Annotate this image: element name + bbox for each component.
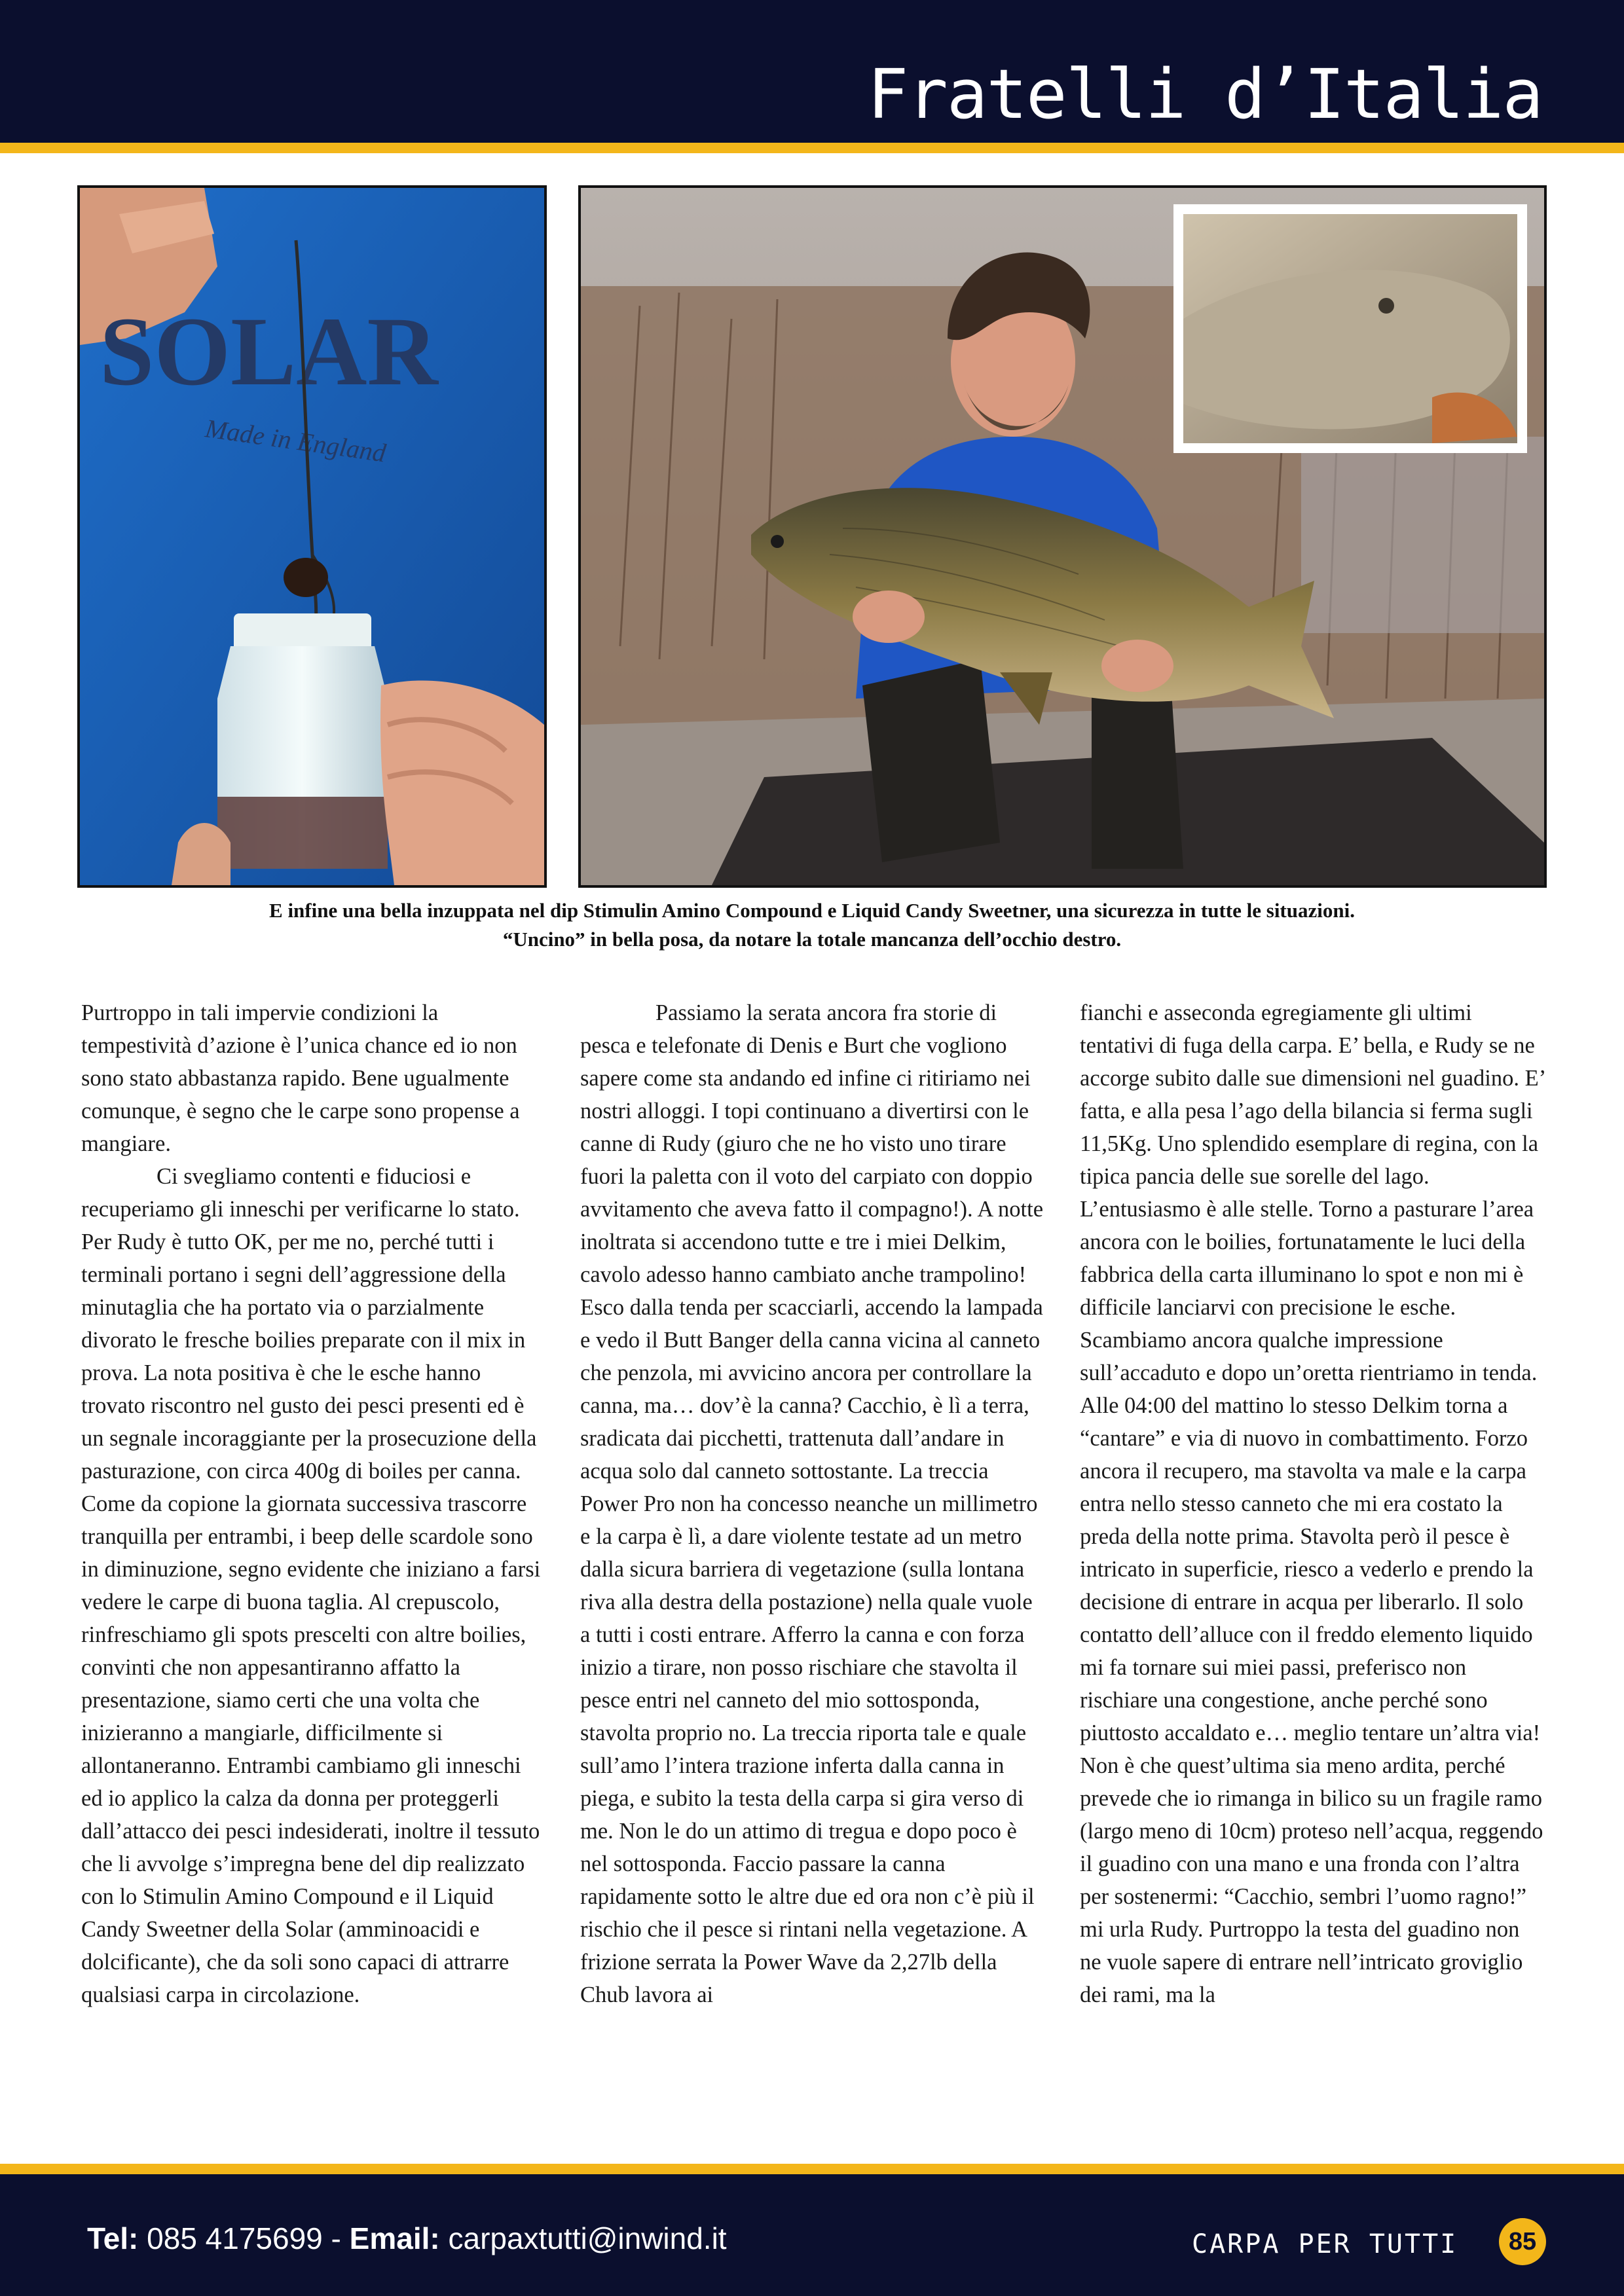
article-column-2 [580, 996, 1045, 2011]
shirt-logo-text: SOLAR [100, 297, 438, 406]
caption-line-1: E infine una bella inzuppata nel dip Stimulin Amino Compound e Liquid Candy Sweetner, una sicurezza in tutte le situazioni. [269, 899, 1355, 922]
tel-label: Tel: [87, 2221, 139, 2255]
footer-contact [87, 2220, 727, 2257]
magazine-name: CARPA PER TUTTI [1192, 2229, 1458, 2259]
photo-bait-dip-illustration [80, 188, 544, 885]
photo-angler-carp-illustration [581, 188, 1544, 885]
header-accent-stripe [0, 143, 1624, 153]
photo-bait-dip [77, 185, 547, 888]
tel-number: 085 4175699 - [138, 2221, 350, 2255]
photo-caption [77, 896, 1547, 954]
article-column-1 [81, 996, 546, 2011]
page-title: Fratelli d’Italia [867, 54, 1542, 134]
caption-line-2: “Uncino” in bella posa, da notare la totale mancanza dell’occhio destro. [502, 928, 1122, 951]
article-paragraph: Passiamo la serata ancora fra storie di pesca e telefonate di Denis e Burt che vogliono sapere come sta andando ed infine ci ritiriamo nei nostri alloggi. I topi continuano a divertirsi con le canne di Rudy (giuro che ne ho visto uno tirare fuori la paletta con il voto del carpiato con doppio avvitamento che aveva fatto il compagno!). A notte inoltrata si accendono tutte e tre i miei Delkim, cavolo adesso hanno cambiato anche trampolino! Esco dalla tenda per scacciarli, accendo la lampada e vedo il Butt Banger della canna vicina al canneto che penzola, mi avvicino ancora per controllare la canna, ma… dov’è la canna? Cacchio, è lì a terra, sradicata dai picchetti, trattenuta dall’andare in acqua solo dal canneto sottostante. La treccia Power Pro non ha concesso neanche un millimetro e la carpa è lì, a dare violente testate ad un metro dalla sicura barriera di vegetazione (sulla lontana riva alla destra della postazione) nella quale vuole a tutti i costi entrare. Afferro la canna e con forza inizio a tirare, non posso rischiare che stavolta il pesce entri nel canneto del mio sottosponda, stavolta proprio no. La treccia riporta tale e quale sull’amo l’intera trazione inferta dalla canna in piega, e subito la testa della carpa si gira verso di me. Non le do un attimo di tregua e dopo poco è nel sottosponda. Faccio passare la canna rapidamente sotto le altre due ed ora non c’è più il rischio che il pesce si rintani nella vegetazione. A frizione serrata la Power Wave da 2,27lb della Chub lavora ai [580, 1000, 1044, 2007]
email-address: carpaxtutti@inwind.it [439, 2221, 727, 2255]
article-paragraph: Ci svegliamo contenti e fiduciosi e recuperiamo gli inneschi per verificarne lo stato. Per Rudy è tutto OK, per me no, perché tutti i terminali portano i segni dell’aggressione della minutaglia che ha portato via o parzialmente divorato le fresche boilies preparate con il mix in prova. La nota positiva è che le esche hanno trovato riscontro nel gusto dei pesci presenti ed è un segnale incoraggiante per la prosecuzione della pasturazione, con circa 400g di boiles per canna. Come da copione la giornata successiva trascorre tranquilla per entrambi, i beep delle scardole sono in diminuzione, segno evidente che iniziano a farsi vedere le carpe di buona taglia. Al crepuscolo, rinfreschiamo gli spots prescelti con altre boilies, convinti che non appesantiranno affatto la presentazione, siamo certi che una volta che inizieranno a mangiarle, difficilmente si allontaneranno. Entrambi cambiamo gli inneschi ed io applico la calza da donna per proteggerli dall’attacco dei pesci indesiderati, inoltre il tessuto che li avvolge s’impregna bene del dip realizzato con lo Stimulin Amino Compound e il Liquid Candy Sweetner della Solar (amminoacidi e dolcificante), che da soli sono capaci di attrarre qualsiasi carpa in circolazione. [81, 1164, 541, 2007]
page-number-badge: 85 [1499, 2218, 1546, 2265]
article-paragraph: fianchi e asseconda egregiamente gli ultimi tentativi di fuga della carpa. E’ bella, e Rudy se ne accorge subito dalle sue dimensioni nel guadino. E’ fatta, e alla pesa l’ago della bilancia si ferma sugli 11,5Kg. Uno splendido esemplare di regina, con la tipica pancia delle sue sorelle del lago. L’entusiasmo è alle stelle. Torno a pasturare l’area ancora con le boilies, fortunatamente le luci della fabbrica della carta illuminano lo spot e non mi è difficile lanciarvi con precisione le esche. Scambiamo ancora qualche impressione sull’accaduto e dopo un’oretta rientriamo in tenda. Alle 04:00 del mattino lo stesso Delkim torna a “cantare” e via di nuovo in combattimento. Forzo ancora il recupero, ma stavolta va male e la carpa entra nello stesso canneto che mi era costato la preda della notte prima. Stavolta però il pesce è intricato in superficie, riesco a vederlo e prendo la decisione di entrare in acqua per liberarlo. Il solo contatto dell’alluce con il freddo elemento liquido mi fa tornare sui miei passi, preferisco non rischiare una congestione, anche perché sono piuttosto accaldato e… meglio tentare un’altra via! Non è che quest’ultima sia meno ardita, perché prevede che io rimanga in bilico su un fragile ramo (largo meno di 10cm) proteso nell’acqua, reggendo il guadino con una mano e una fronda con l’altra per sostenermi: “Cacchio, sembri l’uomo ragno!” mi urla Rudy. Purtroppo la testa del guadino non ne vuole sapere di entrare nell’intricato groviglio dei rami, ma la [1080, 1000, 1545, 2007]
photo-angler-carp [578, 185, 1547, 888]
article-column-3 [1080, 996, 1545, 2011]
shirt-logo-subtext: Made in England [203, 413, 388, 468]
footer-accent-stripe [0, 2164, 1624, 2174]
article-paragraph: Purtroppo in tali impervie condizioni la tempestività d’azione è l’unica chance ed io non sono stato abbastanza rapido. Bene ugualmente comunque, è segno che le carpe sono propense a mangiare. [81, 1000, 520, 1156]
email-label: Email: [349, 2221, 440, 2255]
